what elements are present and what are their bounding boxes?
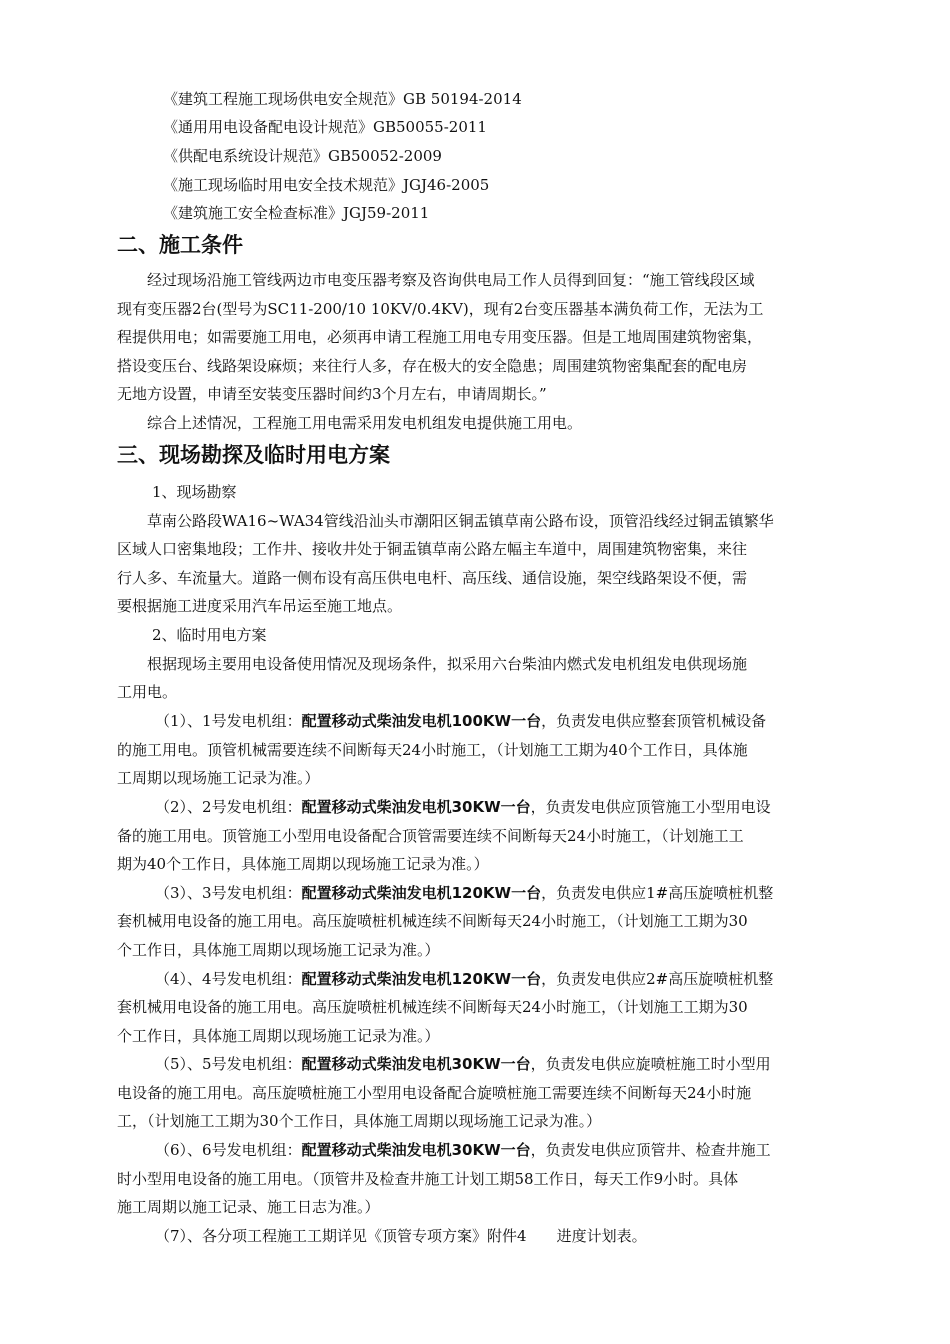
- section3-heading: 三、现场勘探及临时用电方案: [117, 443, 390, 467]
- generator-item-1: [155, 711, 766, 731]
- item-continuation: 工，（计划施工工期为30个工作日，具体施工周期以现场施工记录为准。）: [117, 1112, 602, 1130]
- item-bold: 配置移动式柴油发电机30KW一台: [301, 798, 531, 816]
- subheading-plan: 2、临时用电方案: [152, 626, 267, 644]
- section2-paragraph-line: 无地方设置，申请至安装变压器时间约3个月左右，申请周期长。”: [117, 385, 547, 403]
- item-rest: ，负责发电供应1#高压旋喷桩机整: [541, 884, 774, 902]
- item-bold: 配置移动式柴油发电机100KW一台: [301, 712, 542, 730]
- section2-paragraph-line: 搭设变压台、线路架设麻烦；来往行人多，存在极大的安全隐患；周围建筑物密集配套的配电房: [117, 357, 748, 375]
- item-continuation: 个工作日，具体施工周期以现场施工记录为准。）: [117, 1027, 440, 1045]
- section2-paragraph-line: 现有变压器2台(型号为SC11-200/10 10KV/0.4KV)，现有2台变压器基本满负荷工作，无法为工: [117, 300, 764, 318]
- item-lead: （2）、2号发电机组：: [155, 798, 302, 816]
- generator-item-4: [155, 969, 773, 989]
- item-bold: 配置移动式柴油发电机30KW一台: [301, 1055, 531, 1073]
- generator-item-6: [155, 1140, 771, 1160]
- section2-paragraph-line: 经过现场沿施工管线两边市电变压器考察及咨询供电局工作人员得到回复：“施工管线段区域: [147, 271, 755, 289]
- item-rest: ，负责发电供应顶管施工小型用电设: [530, 798, 771, 816]
- item-lead: （3）、3号发电机组：: [155, 884, 302, 902]
- item-rest: ，负责发电供应旋喷桩施工时小型用: [530, 1055, 771, 1073]
- item-continuation: 个工作日，具体施工周期以现场施工记录为准。）: [117, 941, 440, 959]
- survey-line: 要根据施工进度采用汽车吊运至施工地点。: [117, 597, 403, 615]
- item-rest: ，负责发电供应2#高压旋喷桩机整: [541, 970, 774, 988]
- item-rest: ，负责发电供应整套顶管机械设备: [541, 712, 767, 730]
- subheading-survey: 1、现场勘察: [152, 483, 237, 501]
- schedule-reference: （7）、各分项工程施工工期详见《顶管专项方案》附件4 进度计划表。: [155, 1227, 647, 1245]
- item-lead: （4）、4号发电机组：: [155, 970, 302, 988]
- item-continuation: 施工周期以施工记录、施工日志为准。）: [117, 1198, 380, 1216]
- plan-intro-line: 工用电。: [117, 683, 178, 701]
- standard-4: 《施工现场临时用电安全技术规范》JGJ46-2005: [163, 176, 490, 194]
- standard-3: 《供配电系统设计规范》GB50052-2009: [163, 147, 442, 165]
- item-lead: （6）、6号发电机组：: [155, 1141, 302, 1159]
- generator-item-5: [155, 1054, 771, 1074]
- item-continuation: 时小型用电设备的施工用电。（顶管井及检查井施工计划工期58工作日，每天工作9小时。具体: [117, 1170, 739, 1188]
- standard-1: 《建筑工程施工现场供电安全规范》GB 50194-2014: [163, 90, 522, 108]
- item-continuation: 套机械用电设备的施工用电。高压旋喷桩机械连续不间断每天24小时施工，（计划施工工期为30: [117, 998, 748, 1016]
- plan-intro-line: 根据现场主要用电设备使用情况及现场条件，拟采用六台柴油内燃式发电机组发电供现场施: [147, 655, 748, 673]
- survey-line: 草南公路段WA16~WA34管线沿汕头市潮阳区铜盂镇草南公路布设，顶管沿线经过铜盂镇繁华: [147, 512, 774, 530]
- survey-line: 区域人口密集地段；工作井、接收井处于铜盂镇草南公路左幅主车道中，周围建筑物密集，来往: [117, 540, 748, 558]
- standard-2: 《通用用电设备配电设计规范》GB50055-2011: [163, 118, 487, 136]
- section2-summary: 综合上述情况，工程施工用电需采用发电机组发电提供施工用电。: [147, 414, 583, 432]
- item-bold: 配置移动式柴油发电机120KW一台: [301, 970, 542, 988]
- item-bold: 配置移动式柴油发电机30KW一台: [301, 1141, 531, 1159]
- item-continuation: 备的施工用电。顶管施工小型用电设备配合顶管需要连续不间断每天24小时施工，（计划施工工: [117, 827, 744, 845]
- standard-5: 《建筑施工安全检查标准》JGJ59-2011: [163, 204, 430, 222]
- item-continuation: 电设备的施工用电。高压旋喷桩施工小型用电设备配合旋喷桩施工需要连续不间断每天24小时施: [117, 1084, 752, 1102]
- item-continuation: 工周期以现场施工记录为准。）: [117, 769, 320, 787]
- generator-item-2: [155, 797, 771, 817]
- item-continuation: 的施工用电。顶管机械需要连续不间断每天24小时施工，（计划施工工期为40个工作日，具体施: [117, 741, 748, 759]
- item-lead: （1）、1号发电机组：: [155, 712, 302, 730]
- item-continuation: 期为40个工作日，具体施工周期以现场施工记录为准。）: [117, 855, 489, 873]
- item-lead: （5）、5号发电机组：: [155, 1055, 302, 1073]
- survey-line: 行人多、车流量大。道路一侧布设有高压供电电杆、高压线、通信设施，架空线路架设不便，需: [117, 569, 748, 587]
- section2-paragraph-line: 程提供用电；如需要施工用电，必须再申请工程施工用电专用变压器。但是工地周围建筑物密集，: [117, 328, 763, 346]
- item-rest: ，负责发电供应顶管井、检查井施工: [530, 1141, 771, 1159]
- item-continuation: 套机械用电设备的施工用电。高压旋喷桩机械连续不间断每天24小时施工，（计划施工工期为30: [117, 912, 748, 930]
- generator-item-3: [155, 883, 773, 903]
- section2-heading: 二、施工条件: [117, 233, 243, 257]
- item-bold: 配置移动式柴油发电机120KW一台: [301, 884, 542, 902]
